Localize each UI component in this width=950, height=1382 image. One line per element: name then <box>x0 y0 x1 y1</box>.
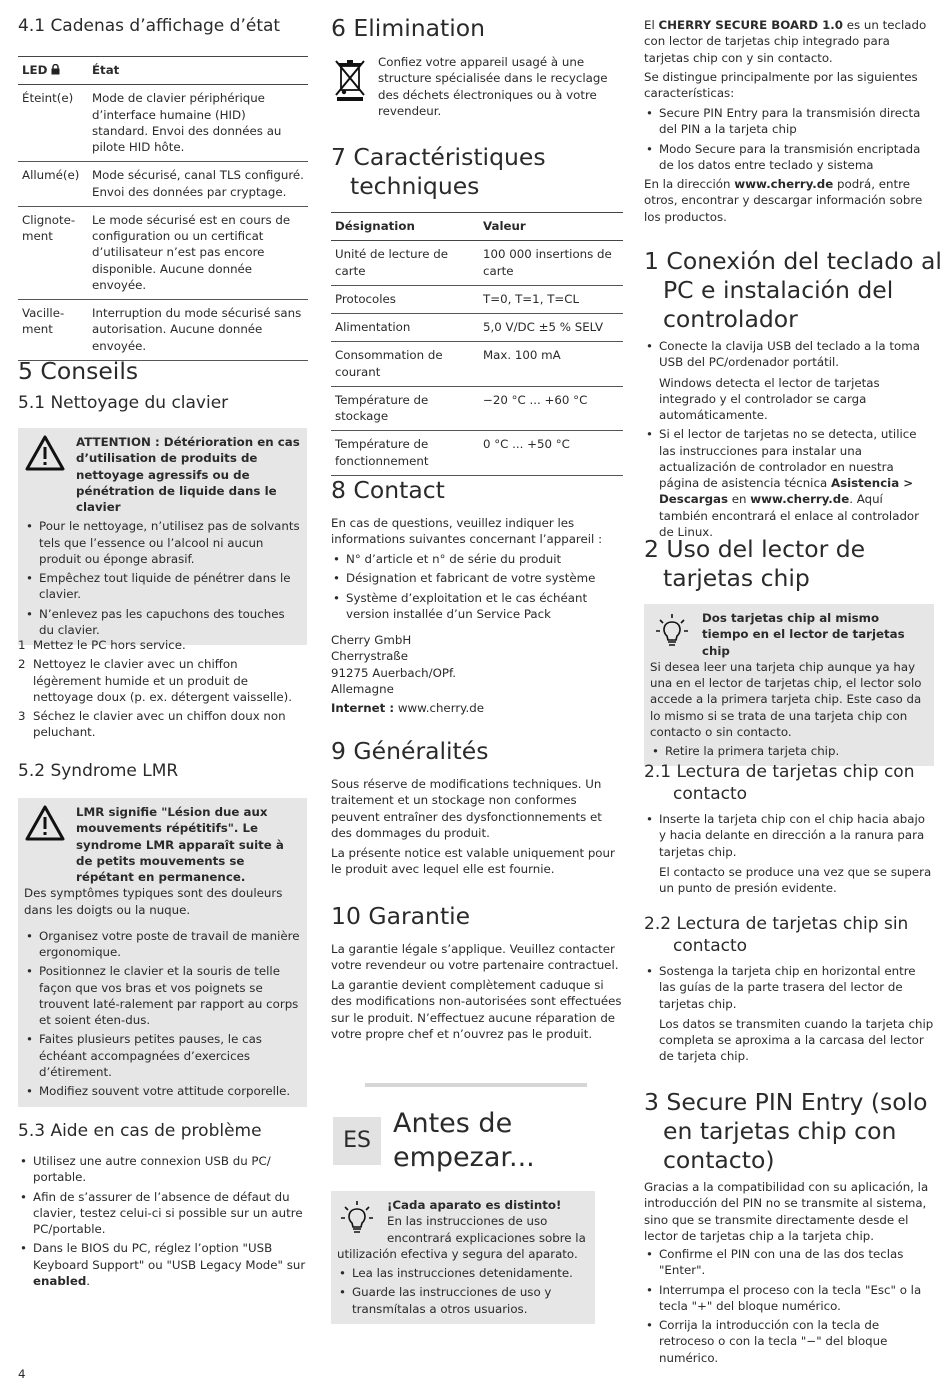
list-item: • Retire la primera tarjeta chip. <box>650 743 928 759</box>
list-item: • Système d’exploitation et le cas échéant version installée d’un Service Pack <box>331 590 623 623</box>
table-cell-key: Éteint(e) <box>18 85 88 162</box>
spanish-intro-title: Antes de empezar... <box>393 1108 535 1174</box>
section-5-1-title: 5.1 Nettoyage du clavier <box>18 393 229 413</box>
table-cell-key: Unité de lecture de carte <box>331 241 479 286</box>
table-row <box>18 300 308 361</box>
list-item: • Positionnez le clavier et la souris de telle façon que vos bras et vos poignets se trouvent laté-ralement par rapport au corps et soient éten-dus. <box>24 963 301 1028</box>
table-cell-key: Vacille-ment <box>18 300 88 361</box>
device-tip-title: ¡Cada aparato es distinto! <box>387 1198 562 1212</box>
table-cell-value: 5,0 V/DC ±5 % SELV <box>479 314 623 342</box>
list-item: • Sostenga la tarjeta chip en horizontal entre las guías de la parte trasera del lector de tarjetas chip. Los datos se transmiten cuando la tarjeta chip completa se aproxima a la carcasa del lector de tarjeta chip. <box>644 963 934 1065</box>
table-cell-key: Alimentation <box>331 314 479 342</box>
section-2-2-title: 2.2 Lectura de tarjetas chip sin contacto <box>644 914 909 957</box>
two-cards-tip-text: Si desea leer una tarjeta chip aunque ya hay una en el lector de tarjetas chip, el lector solo accede a la primera tarjeta chip. Este caso da lo mismo si se trata de una tarjeta chip con contacto o sin contacto. <box>650 659 922 739</box>
list-item: • Faites plusieurs petites pauses, le cas échéant accompagnées d’exercices d’étirement. <box>24 1031 301 1080</box>
section-5-title: 5 Conseils <box>18 357 139 385</box>
list-item: • Organisez votre poste de travail de manière ergonomique. <box>24 928 301 961</box>
list-item: • Interrumpa el proceso con la tecla "Esc" o la tecla "+" del bloque numérico. <box>644 1282 934 1315</box>
table-row <box>331 386 623 431</box>
list-item: • Corrija la introducción con la tecla de retroceso o con la tecla "−" del bloque numérico. <box>644 1317 934 1366</box>
page-number: 4 <box>18 1367 26 1381</box>
features-list <box>644 105 934 176</box>
section-3-title: 3 Secure PIN Entry (solo en tarjetas chip con contacto) <box>644 1088 928 1175</box>
cleaning-warning-box <box>18 428 307 645</box>
address-line: Allemagne <box>331 681 394 696</box>
technical-specs-table <box>331 212 623 476</box>
value-header: Valeur <box>479 213 623 241</box>
table-cell-key: Consommation de courant <box>331 342 479 387</box>
website-link[interactable]: www.cherry.de <box>397 701 484 716</box>
list-item: • Confirme el PIN con una de las dos teclas "Enter". <box>644 1246 934 1279</box>
list-item: • Afin de s’assurer de l’absence de défaut du clavier, testez celui-ci si possible sur un autre PC/portable. <box>18 1189 308 1238</box>
lock-icon <box>51 64 60 75</box>
warning-icon <box>24 804 66 842</box>
list-item: • Pour le nettoyage, n’utilisez pas de solvants tels que l’essence ou l’alcool ni aucun produit ou éponge abrasif. <box>24 518 301 567</box>
step-item: 1 Mettez le PC hors service. <box>18 638 186 652</box>
led-column-header: LED <box>18 57 88 85</box>
list-item: • N° d’article et n° de série du produit <box>331 551 623 567</box>
list-item: • N’enlevez pas les capuchons des touches du clavier. <box>24 606 301 639</box>
table-row <box>331 285 623 313</box>
lmr-warning-text: Des symptômes typiques sont des douleurs dans les doigts ou la nuque. <box>24 886 283 917</box>
section-9-title: 9 Généralités <box>331 737 489 765</box>
section-8-title: 8 Contact <box>331 476 445 504</box>
disposal-text: Confiez votre appareil usagé à une structure spécialisée dans le recyclage des déchets électroniques ou à votre revendeur. <box>378 55 608 118</box>
table-row <box>331 342 623 387</box>
address-line: 91275 Auerbach/OPf. <box>331 665 457 680</box>
device-tip-box <box>331 1191 595 1324</box>
table-cell-value: Mode sécurisé, canal TLS configuré. Envoi des données par cryptage. <box>88 162 308 207</box>
product-intro: El CHERRY SECURE BOARD 1.0 es un teclado con lector de tarjetas chip integrado para tarjetas chip con y sin contacto. <box>644 18 927 65</box>
lmr-warning-title: LMR signifie "Lésion due aux mouvements répétitifs". Le syndrome LMR apparaît suite à de petits mouvements se répétant en permanence. <box>76 805 284 885</box>
step-item: 2 Nettoyez le clavier avec un chiffon légèrement humide et un produit de nettoyage doux (p. ex. détergent vaisselle). <box>18 657 293 704</box>
general-text-1: Sous réserve de modifications techniques. Un traitement et un stockage non conformes peuvent entraîner des dysfonctionnements et des dommages du produit. <box>331 777 602 840</box>
website-link[interactable]: www.cherry.de <box>734 177 834 191</box>
table-cell-key: Protocoles <box>331 285 479 313</box>
address-line: Cherry GmbH <box>331 633 412 647</box>
cleaning-warning-title: ATTENTION : Détérioration en cas d’utilisation de produits de nettoyage agressifs ou de pénétration de liquide dans le clavier <box>76 435 300 515</box>
table-row <box>331 314 623 342</box>
secure-pin-text: Gracias a la compatibilidad con su aplicación, la introducción del PIN no se transmite al sistema, sino que se transmite directamente desde el lector de tarjetas chip a la tarjeta chip. <box>644 1180 929 1243</box>
lmr-warning-box <box>18 798 307 1107</box>
warranty-text-1: La garantie légale s’applique. Veuillez contacter votre revendeur ou votre partenaire contractuel. <box>331 942 619 973</box>
table-cell-value: T=0, T=1, T=CL <box>479 285 623 313</box>
two-cards-tip-list <box>650 743 928 759</box>
list-item: • Secure PIN Entry para la transmisión directa del PIN a la tarjeta chip <box>644 105 934 138</box>
warranty-text-2: La garantie devient complètement caduque si des modifications non-autorisées sont effectuées sur le produit. N’effectuez aucune réparation de votre propre chef et n’ouvrez pas le produit. <box>331 978 622 1041</box>
table-cell-value: Interruption du mode sécurisé sans autorisation. Aucune donnée envoyée. <box>88 300 308 361</box>
list-item: • Guarde las instrucciones de uso y transmítalas a otros usuarios. <box>337 1284 589 1317</box>
website-info: En la dirección www.cherry.de podrá, entre otros, encontrar y descargar información sobre los productos. <box>644 177 923 224</box>
recycle-bin-crossed-icon <box>333 58 367 102</box>
table-cell-value: 0 °C ... +50 °C <box>479 431 623 476</box>
table-row <box>18 162 308 207</box>
table-cell-key: Allumé(e) <box>18 162 88 207</box>
section-1-title: 1 Conexión del teclado al PC e instalación del controlador <box>644 247 942 334</box>
device-tip-list <box>337 1265 589 1317</box>
list-item: • Désignation et fabricant de votre système <box>331 570 623 586</box>
connection-list <box>644 338 934 543</box>
general-text-2: La présente notice est valable uniquement pour le produit avec lequel elle est fournie. <box>331 846 615 877</box>
list-item: • Si el lector de tarjetas no se detecta, utilice las instrucciones para instalar una actualización de controlador en nuestra página de asistencia técnica Asistencia > Descargas en www.cherry.de. Aquí también encontrará el enlace al controlador de Linux. <box>644 426 934 540</box>
section-7-title: 7 Caractéristiques techniques <box>331 143 546 201</box>
table-row <box>331 241 623 286</box>
list-item: • Conecte la clavija USB del teclado a la toma USB del PC/ordenador portátil. Windows detecta el lector de tarjetas integrado y el controlador se carga automáticamente. <box>644 338 934 423</box>
section-5-3-title: 5.3 Aide en cas de problème <box>18 1121 262 1141</box>
internet-label: Internet : <box>331 701 395 716</box>
list-item: • Modifiez souvent votre attitude corporelle. <box>24 1083 301 1099</box>
table-cell-value: Mode de clavier périphérique d’interface humaine (HID) standard. Envoi des données au pilote HID hôte. <box>88 85 308 162</box>
table-row <box>331 431 623 476</box>
troubleshooting-list <box>18 1153 308 1292</box>
address-line: Cherrystraße <box>331 649 408 664</box>
table-cell-key: Température de fonctionnement <box>331 431 479 476</box>
list-item: • Empêchez tout liquide de pénétrer dans le clavier. <box>24 570 301 603</box>
secure-pin-list <box>644 1246 934 1369</box>
features-intro: Se distingue principalmente por las siguientes características: <box>644 70 918 101</box>
table-cell-value: 100 000 insertions de carte <box>479 241 623 286</box>
lightbulb-tip-icon <box>339 1199 375 1235</box>
table-row <box>18 85 308 162</box>
table-cell-key: Clignote-ment <box>18 206 88 299</box>
state-column-header: État <box>88 57 308 85</box>
table-cell-value: Le mode sécurisé est en cours de configuration ou un certificat d’utilisateur n’est pas encore disponible. Aucune donnée envoyée. <box>88 206 308 299</box>
contact-text: En cas de questions, veuillez indiquer les informations suivantes concernant l’appareil : <box>331 516 603 547</box>
list-item: • Lea las instrucciones detenidamente. <box>337 1265 589 1281</box>
warning-icon <box>24 434 66 472</box>
list-item: • Dans le BIOS du PC, réglez l’option "USB Keyboard Support" ou "USB Legacy Mode" sur enabled. <box>18 1240 308 1289</box>
section-6-title: 6 Elimination <box>331 14 486 42</box>
section-2-title: 2 Uso del lector de tarjetas chip <box>644 535 866 593</box>
section-10-title: 10 Garantie <box>331 902 471 930</box>
list-item: • Utilisez une autre connexion USB du PC/ portable. <box>18 1153 308 1186</box>
table-row <box>18 206 308 299</box>
section-5-2-title: 5.2 Syndrome LMR <box>18 761 179 781</box>
lmr-warning-list <box>24 928 301 1100</box>
language-separator <box>365 1083 587 1087</box>
table-cell-key: Température de stockage <box>331 386 479 431</box>
cleaning-warning-list <box>24 518 301 638</box>
section-4-1-title: 4.1 Cadenas d’affichage d’état <box>18 16 281 36</box>
lightbulb-tip-icon <box>654 612 690 648</box>
cleaning-steps-list <box>18 637 308 744</box>
contact-card-list <box>644 811 934 899</box>
address-block <box>331 632 484 716</box>
contact-info-list <box>331 551 623 625</box>
device-tip-text: En las instrucciones de uso encontrará explicaciones sobre la utilización efectiva y segura del aparato. <box>337 1214 586 1261</box>
list-item: • Inserte la tarjeta chip con el chip hacia abajo y hacia delante en dirección a la ranura para tarjetas chip. El contacto se produce una vez que se supera un punto de presión evidente. <box>644 811 934 896</box>
section-2-1-title: 2.1 Lectura de tarjetas chip con contacto <box>644 762 915 805</box>
step-item: 3 Séchez le clavier avec un chiffon doux non peluchant. <box>18 709 286 740</box>
table-cell-value: Max. 100 mA <box>479 342 623 387</box>
two-cards-tip-title: Dos tarjetas chip al mismo tiempo en el lector de tarjetas chip <box>702 611 905 658</box>
designation-header: Désignation <box>331 213 479 241</box>
table-cell-value: −20 °C ... +60 °C <box>479 386 623 431</box>
led-status-table <box>18 56 308 361</box>
list-item: • Modo Secure para la transmisión encriptada de los datos entre teclado y sistema <box>644 141 934 174</box>
language-badge-es: ES <box>333 1117 381 1165</box>
two-cards-tip-box <box>644 604 934 766</box>
contactless-card-list <box>644 963 934 1068</box>
